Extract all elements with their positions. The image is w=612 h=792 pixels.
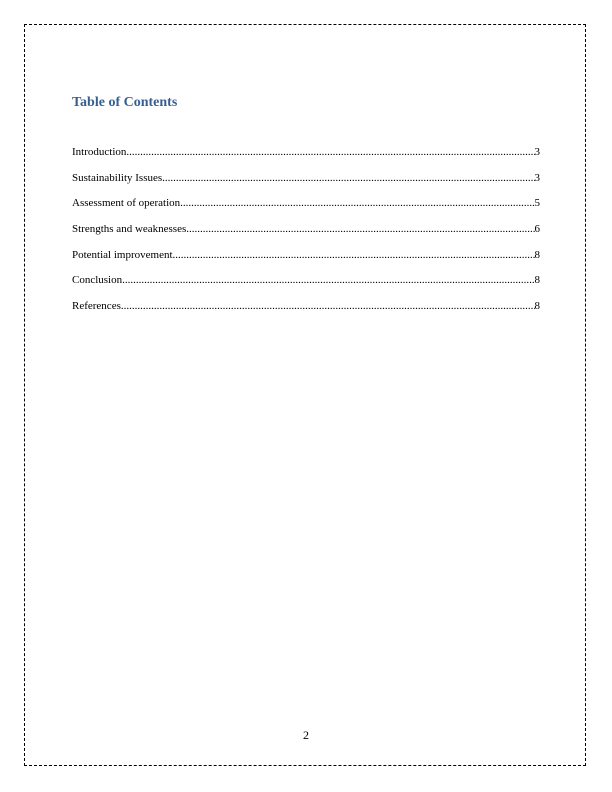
toc-entry-page: 8 [534, 300, 540, 313]
toc-entry-label: Strengths and weaknesses [72, 223, 187, 236]
toc-entry-page: 5 [534, 197, 540, 210]
toc-entry-potential-improvement[interactable] [72, 247, 540, 273]
toc-entry-page: 3 [534, 171, 540, 184]
toc-entry-sustainability-issues[interactable] [72, 170, 540, 196]
toc-dot-leader [186, 221, 534, 237]
toc-entry-label: Assessment of operation [72, 197, 181, 210]
toc-entry-conclusion[interactable] [72, 272, 540, 298]
toc-entry-label: References [72, 300, 121, 313]
toc-entry-label: Sustainability Issues [72, 171, 163, 184]
toc-dot-leader [122, 272, 534, 288]
toc-entry-page: 3 [534, 146, 540, 158]
toc-list [72, 144, 540, 324]
toc-entry-references[interactable] [72, 298, 540, 324]
page-border [24, 24, 586, 766]
toc-dot-leader [121, 298, 535, 314]
toc-entry-label: Potential improvement [72, 248, 173, 261]
toc-entry-strengths-and-weaknesses[interactable] [72, 221, 540, 247]
toc-entry-page: 6 [534, 223, 540, 236]
toc-entry-label: Introduction [72, 146, 127, 158]
toc-title: Table of Contents [72, 95, 178, 110]
toc-dot-leader [173, 247, 535, 263]
toc-dot-leader [180, 195, 534, 211]
toc-dot-leader [126, 144, 534, 160]
toc-entry-label: Conclusion [72, 274, 123, 287]
toc-entry-page: 8 [534, 274, 540, 287]
toc-entry-assessment-of-operation[interactable] [72, 195, 540, 221]
toc-entry-page: 8 [534, 248, 540, 261]
toc-dot-leader [162, 170, 534, 186]
toc-entry-introduction[interactable] [72, 144, 540, 170]
page-number: 2 [303, 728, 309, 742]
